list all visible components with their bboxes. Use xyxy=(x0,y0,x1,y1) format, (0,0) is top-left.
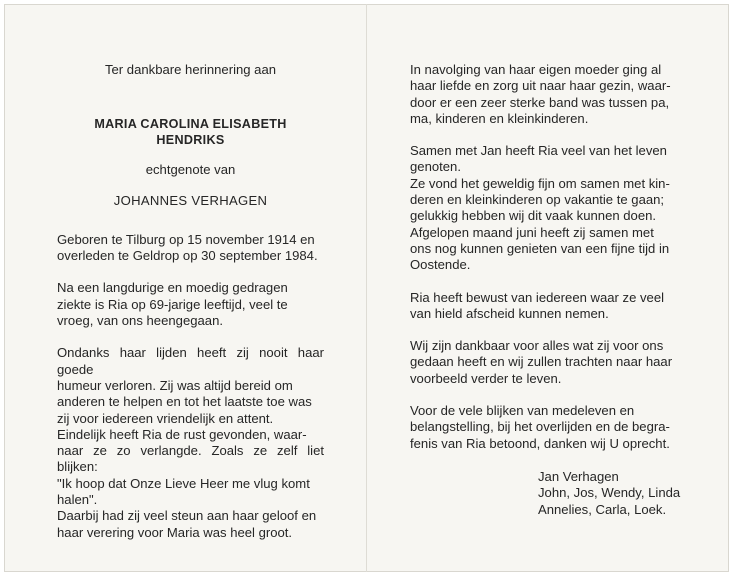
paragraph-line: Afgelopen maand juni heeft zij samen met xyxy=(410,224,654,240)
signature-line: John, Jos, Wendy, Linda xyxy=(538,485,681,501)
paragraph-line: haar verering voor Maria was heel groot. xyxy=(57,524,293,540)
paragraph-line: ma, kinderen en kleinkinderen. xyxy=(410,110,589,126)
paragraph-line: naar ze zo verlangde. Zoals ze zelf liet blijken: xyxy=(57,443,324,475)
paragraph-line: Ze vond het geweldig fijn om samen met kin- xyxy=(410,175,670,191)
paragraph-line: Geboren te Tilburg op 15 november 1914 en xyxy=(57,231,315,247)
paragraph-line: fenis van Ria betoond, danken wij U oprecht. xyxy=(410,435,670,451)
sympathy-paragraph xyxy=(410,403,704,452)
life-paragraph xyxy=(410,143,704,273)
paragraph-line: gelukkig hebben wij dit vaak kunnen doen. xyxy=(410,208,657,224)
character-paragraph xyxy=(57,345,324,541)
paragraph-line: Oostende. xyxy=(410,257,471,273)
paragraph-line: Na een langdurige en moedig gedragen xyxy=(57,280,288,296)
paragraph-line: deren en kleinkinderen op vakantie te gaan; xyxy=(410,192,665,208)
deceased-surname-line: HENDRIKS xyxy=(156,133,225,148)
thanks-paragraph xyxy=(410,338,704,387)
right-page xyxy=(410,62,704,518)
paragraph-line: Wij zijn dankbaar voor alles wat zij voor ons xyxy=(410,338,664,354)
paragraph-line: Eindelijk heeft Ria de rust gevonden, waar- xyxy=(57,426,307,442)
paragraph-line: haar liefde en zorg uit naar haar gezin, waar- xyxy=(410,78,671,94)
paragraph-line: anderen te helpen en tot het laatste toe was xyxy=(57,394,312,410)
paragraph-line: ons nog kunnen genieten van een fijne tijd in xyxy=(410,240,670,256)
paragraph-line: Samen met Jan heeft Ria veel van het leven xyxy=(410,143,667,159)
paragraph-line: Ondanks haar lijden heeft zij nooit haar goede xyxy=(57,345,324,377)
left-page xyxy=(57,62,324,541)
signature-line: Annelies, Carla, Loek. xyxy=(538,501,667,517)
paragraph-line: Voor de vele blijken van medeleven en xyxy=(410,403,635,419)
card-fold-line xyxy=(366,4,367,572)
signatures xyxy=(538,469,704,518)
paragraph-line: voorbeeld verder te leven. xyxy=(410,370,562,386)
paragraph-line: gedaan heeft en wij zullen trachten naar haar xyxy=(410,354,673,370)
paragraph-line: Daarbij had zij veel steun aan haar geloof en xyxy=(57,508,317,524)
paragraph-line: In navolging van haar eigen moeder ging al xyxy=(410,62,662,77)
birth-death-paragraph xyxy=(57,232,324,265)
deceased-name-line: MARIA CAROLINA ELISABETH xyxy=(94,117,287,132)
farewell-paragraph xyxy=(410,290,704,323)
paragraph-line: genoten. xyxy=(410,159,461,175)
paragraph-line: Ria heeft bewust van iedereen waar ze veel xyxy=(410,289,665,305)
paragraph-line: door er een zeer sterke band was tussen pa, xyxy=(410,94,670,110)
mother-paragraph xyxy=(410,62,704,127)
paragraph-line: overleden te Geldrop op 30 september 1984. xyxy=(57,248,318,264)
illness-paragraph xyxy=(57,280,324,329)
paragraph-line: halen". xyxy=(57,492,98,508)
paragraph-line: vroeg, van ons heengegaan. xyxy=(57,313,223,329)
paragraph-line: ziekte is Ria op 69-jarige leeftijd, veel te xyxy=(57,296,288,312)
spouse-label: echtgenote van xyxy=(145,162,236,178)
paragraph-line: zij voor iedereen vriendelijk en attent. xyxy=(57,410,274,426)
paragraph-line: "Ik hoop dat Onze Lieve Heer me vlug komt xyxy=(57,475,310,491)
spouse-name: JOHANNES VERHAGEN xyxy=(113,192,268,208)
paragraph-line: humeur verloren. Zij was altijd bereid om xyxy=(57,377,293,393)
deceased-name xyxy=(57,116,324,148)
signature-line: Jan Verhagen xyxy=(538,468,619,484)
intro-line: Ter dankbare herinnering aan xyxy=(104,62,277,77)
paragraph-line: van hield afscheid kunnen nemen. xyxy=(410,305,609,321)
paragraph-line: belangstelling, bij het overlijden en de begra- xyxy=(410,419,670,435)
